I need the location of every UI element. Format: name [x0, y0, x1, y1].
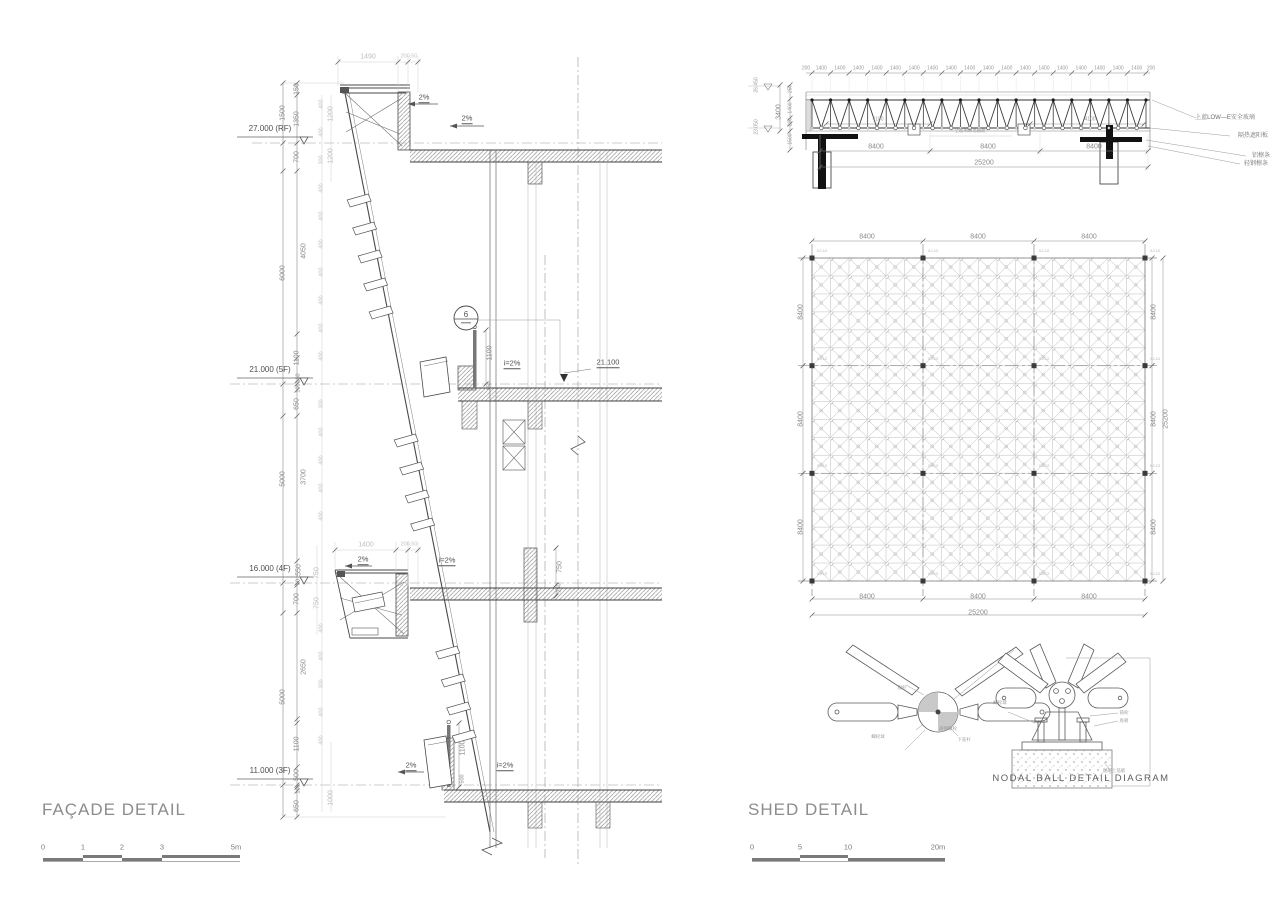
dim-label: 400: [318, 295, 325, 305]
dim-label: 8400: [1081, 233, 1097, 241]
dim-label: 400: [318, 651, 325, 661]
dim-label: 150: [293, 83, 301, 95]
dim-label: 650: [293, 800, 301, 812]
dim-label: 400: [318, 127, 325, 137]
dim-label: 4100: [1084, 116, 1096, 123]
level-marker-text: 16.000 (4F): [249, 564, 291, 573]
nodal-label: 腹杆: [897, 684, 907, 690]
scale-label: 0: [40, 842, 46, 852]
dim-label: 650: [293, 398, 301, 410]
grid-node-tag: XJ-12: [1149, 571, 1161, 576]
dim-label: 100: [295, 784, 302, 794]
dim-label: 400: [318, 211, 325, 221]
truss-top-dim: 1400: [1131, 65, 1143, 72]
dim-label: 750: [556, 561, 564, 573]
dim-label: 全玻璃幕墙隔断: [954, 127, 986, 133]
dim-label: 1400: [358, 541, 374, 549]
dim-label: 8400: [1086, 143, 1102, 151]
dim-label: 750: [313, 567, 321, 579]
dim-label: 1000: [327, 790, 335, 806]
rf-canopy: [340, 85, 484, 150]
dim-label: 3700: [300, 469, 308, 485]
facade-title: FAÇADE DETAIL: [42, 800, 186, 819]
dim-label: 26.450: [753, 77, 760, 93]
dim-label: 1100: [293, 736, 301, 752]
truss-top-dim: 1400: [815, 65, 827, 72]
dim-label: 400: [318, 239, 325, 249]
truss-top-dim: 1400: [1056, 65, 1069, 72]
level-marker-text: 27.000 (RF): [248, 124, 292, 133]
grid-node-tag: XJ-12: [816, 355, 828, 361]
grid-node-tag: XJ-12: [1149, 463, 1161, 469]
scale-label: 5: [797, 842, 803, 852]
dim-label: 1200: [327, 106, 335, 122]
dim-label: 8400: [797, 304, 805, 320]
dim-label: 400: [318, 483, 325, 493]
dim-label: 500: [293, 769, 301, 781]
5f-detail: [420, 306, 662, 470]
dim-label: 50: [295, 578, 302, 586]
dim-label: 8400: [1150, 304, 1158, 320]
nodal-label: 混凝土基础: [1102, 767, 1126, 773]
dim-label: 400: [318, 323, 325, 333]
truss-top-dim: 1400: [852, 65, 864, 72]
truss-top-dim: 200: [801, 65, 811, 72]
dim-label: 300: [318, 155, 325, 165]
dim-label: 25200: [1162, 409, 1170, 429]
dim-label: 8400: [868, 143, 884, 151]
dim-label: 400: [318, 735, 325, 745]
dim-label: 25200: [968, 609, 988, 617]
truss-top-dim: 1400: [1112, 65, 1124, 72]
dim-label: 2650: [300, 659, 308, 675]
shed-title: SHED DETAIL: [748, 800, 870, 819]
dim-label: 2%: [461, 113, 473, 123]
scale-label: 3: [159, 842, 165, 852]
dim-label: 100: [295, 383, 302, 393]
dim-label: 8400: [970, 593, 986, 601]
dim-label: 1350: [293, 111, 301, 127]
dim-label: 200,50: [400, 53, 418, 60]
truss-top-dim: 1400: [982, 65, 994, 72]
truss-top-dim: 1400: [1075, 65, 1087, 72]
dim-label: 400: [318, 99, 325, 109]
dim-label: 1200: [327, 148, 335, 164]
dim-label: 2%: [357, 554, 369, 564]
grid-node-tag: XJ-12: [816, 463, 828, 469]
dim-label: 8400: [970, 233, 986, 241]
dim-label: 400: [318, 183, 325, 193]
level-lines: [230, 143, 662, 785]
dim-label: 250: [556, 583, 563, 593]
grid-node-tag: XJ-12: [816, 571, 828, 576]
level-marker-text: 11.000 (3F): [249, 766, 291, 775]
grid-node-tag: XJ-12: [927, 463, 939, 469]
truss-top-dim: 1400: [1019, 65, 1031, 72]
grid-node-tag: XJ-12: [816, 248, 828, 253]
scale-label: 10: [843, 842, 853, 852]
dim-label: 8400: [797, 411, 805, 427]
detail-bubble-number: 6: [463, 310, 469, 319]
truss-top-dim: 1400: [945, 65, 957, 72]
dim-label: 1400: [787, 102, 794, 114]
dim-label: i=2%: [496, 760, 514, 770]
nodal-label: 高强螺栓: [939, 725, 957, 731]
dim-label: 1500: [787, 133, 794, 145]
dim-label: 700: [293, 151, 301, 163]
truss-annotation: 隔热遮阳板: [1237, 133, 1269, 139]
dim-label: 1100: [293, 350, 301, 366]
scale-label: 0: [749, 842, 755, 852]
scale-label: 5m: [230, 842, 242, 852]
grid-node-tag: XJ-12: [1038, 463, 1050, 469]
grid-node-tag: XJ-12: [927, 571, 939, 576]
dim-label: 700: [293, 593, 301, 605]
dim-label: 400: [318, 511, 325, 521]
dim-label: 750: [313, 597, 321, 609]
truss-top-dim: 1400: [964, 65, 976, 72]
scale-label: 1: [80, 842, 86, 852]
dim-label: 8400: [859, 233, 875, 241]
dim-label: 8400: [859, 593, 875, 601]
grid-node-tag: XJ-12: [927, 355, 939, 361]
truss-top-dim: 1400: [1001, 65, 1013, 72]
truss-top-dim: 1400: [1094, 65, 1106, 72]
dim-label: 25200: [974, 159, 994, 167]
dim-label: 200,50: [400, 541, 418, 548]
dim-label: 1100: [486, 345, 494, 361]
nodal-ball-diagrams: [828, 644, 1150, 788]
dim-label: 5000: [279, 471, 287, 487]
level-marker-triangles: [300, 137, 308, 786]
truss-top-dim: 1400: [834, 65, 846, 72]
grid-node-tag: XJ-12: [1149, 248, 1161, 253]
dim-label: i=2%: [503, 358, 521, 368]
grid-node-tag: XJ-12: [1149, 355, 1161, 361]
4f-canopy: [335, 542, 662, 638]
dim-label: 8400: [980, 143, 996, 151]
scale-label: 2: [119, 842, 125, 852]
dim-label: 500: [459, 774, 466, 784]
nodal-label: 锚栓: [1119, 709, 1129, 715]
dim-label: 3400: [775, 104, 783, 120]
dim-label: 8400: [1150, 411, 1158, 427]
nodal-label: 下弦杆: [957, 736, 971, 742]
dim-label: 400: [318, 427, 325, 437]
truss-annotation: 铝檩条: [1251, 153, 1271, 159]
nodal-caption: NODAL BALL DETAIL DIAGRAM: [992, 773, 1170, 784]
dim-label: 300: [318, 399, 325, 409]
truss-annotation: 上蓝LOW—E安全玻璃: [1195, 115, 1255, 121]
dim-label: 550: [295, 564, 303, 576]
dim-label: 23.050: [753, 119, 760, 135]
scale-label: 20m: [930, 842, 946, 852]
dim-label: 150: [486, 381, 493, 391]
dim-label: 8400: [797, 519, 805, 535]
grid-node-tag: XJ-12: [1038, 571, 1050, 576]
dim-label: 2%: [405, 760, 417, 770]
truss-annotation: 轻钢檩条: [1243, 161, 1269, 167]
level-marker-text: 21.000 (5F): [249, 365, 291, 374]
dim-label: 400: [318, 623, 325, 633]
truss-top-dim: 1400: [889, 65, 902, 72]
truss-top-dim: 1400: [1038, 65, 1050, 72]
dim-label: 2%: [418, 92, 430, 102]
facade-section-drawing: [230, 53, 662, 866]
dim-label: 250: [787, 84, 794, 94]
dim-label: 1500: [279, 105, 287, 121]
dim-label: 4050: [300, 243, 308, 259]
grid-node-tag: XJ-12: [1038, 355, 1050, 361]
dim-label: 400: [318, 267, 325, 277]
dim-label: 1490: [360, 53, 376, 61]
dim-label: 21.100: [596, 357, 620, 367]
nodal-label: 螺栓球: [993, 699, 1007, 705]
dim-label: 300: [318, 679, 325, 689]
truss-top-dim: 1400: [927, 65, 939, 72]
dim-label: 4100: [872, 116, 884, 123]
dim-label: 400: [318, 351, 325, 361]
nodal-label: 底板: [1119, 717, 1129, 723]
dim-label: 8400: [1081, 593, 1097, 601]
dim-label: 200: [787, 117, 794, 127]
nodal-label: 螺栓球: [871, 733, 885, 739]
dim-label: 150: [295, 373, 302, 383]
dim-label: 400: [318, 707, 325, 717]
shed-roof-plan: [798, 241, 1163, 615]
grid-lines: [545, 57, 578, 866]
shed-truss-elevation: [748, 73, 1246, 189]
dim-label: 400: [318, 455, 325, 465]
3f-detail: [398, 720, 662, 855]
dim-label: i=2%: [438, 555, 456, 565]
truss-top-dim: 1400: [871, 65, 883, 72]
truss-top-dim: 1400: [908, 65, 920, 72]
grid-node-tag: XJ-12: [927, 248, 939, 253]
grid-node-tag: XJ-12: [1038, 248, 1050, 253]
dim-label: 5000: [279, 689, 287, 705]
truss-top-dim: 200: [1146, 65, 1156, 72]
dim-label: 8400: [1150, 519, 1158, 535]
dim-label: 1100: [459, 740, 467, 756]
dim-label: 6000: [279, 265, 287, 281]
